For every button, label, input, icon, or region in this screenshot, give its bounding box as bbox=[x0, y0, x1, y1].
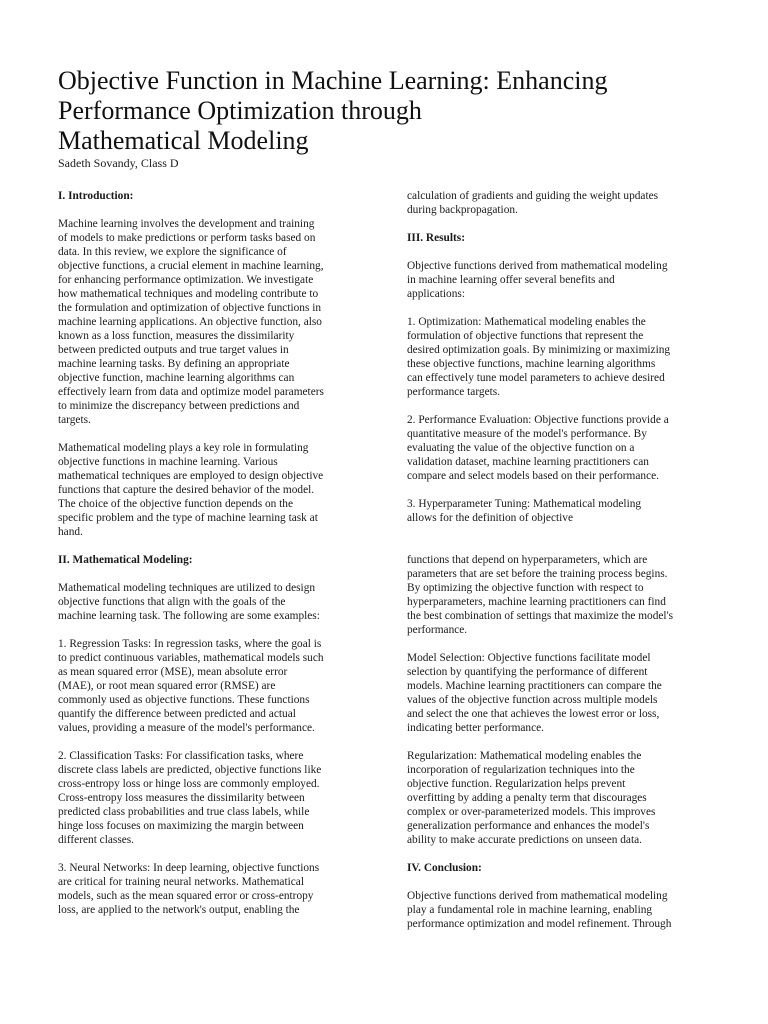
text-line: the best combination of settings that maximize the model's bbox=[407, 610, 674, 622]
text-line: loss, are applied to the network's output, enabling the bbox=[58, 904, 300, 916]
paragraph-continuation bbox=[407, 189, 712, 217]
text-line: different classes. bbox=[58, 834, 135, 846]
text-line: objective functions, a crucial element in machine learning, bbox=[58, 260, 324, 272]
text-line: hand. bbox=[58, 526, 83, 538]
text-line: and select the one that achieves the lowest error or loss, bbox=[407, 708, 660, 720]
text-line: 1. Optimization: Mathematical modeling enables the bbox=[407, 316, 646, 328]
text-line: of models to make predictions or perform tasks based on bbox=[58, 232, 316, 244]
text-line: effectively learn from data and optimize model parameters bbox=[58, 386, 324, 398]
text-line: performance optimization and model refinement. Through bbox=[407, 918, 672, 930]
text-line: these objective functions, machine learning algorithms bbox=[407, 358, 656, 370]
text-line: can effectively tune model parameters to achieve desired bbox=[407, 372, 665, 384]
paragraph-regularization bbox=[407, 749, 712, 847]
right-column bbox=[407, 189, 712, 945]
left-column bbox=[58, 189, 358, 931]
text-line: for enhancing performance optimization. We investigate bbox=[58, 274, 314, 286]
paragraph-neural-networks bbox=[58, 861, 358, 917]
text-line: as mean squared error (MSE), mean absolute error bbox=[58, 666, 288, 678]
text-line: 1. Regression Tasks: In regression tasks, where the goal is bbox=[58, 638, 322, 650]
paragraph-results-intro bbox=[407, 259, 712, 301]
text-line: commonly used as objective functions. These functions bbox=[58, 694, 310, 706]
text-line: discrete class labels are predicted, objective functions like bbox=[58, 764, 322, 776]
text-line: the formulation and optimization of objective functions in bbox=[58, 302, 322, 314]
text-line: cross-entropy loss or hinge loss are commonly employed. bbox=[58, 778, 320, 790]
text-line: complex or over-parameterized models. This improves bbox=[407, 806, 656, 818]
text-line: known as a loss function, measures the dissimilarity bbox=[58, 330, 295, 342]
text-line: machine learning task. The following are some examples: bbox=[58, 610, 320, 622]
text-line: performance targets. bbox=[407, 386, 501, 398]
text-line: Objective functions derived from mathematical modeling bbox=[407, 890, 668, 902]
section-heading-conclusion: IV. Conclusion: bbox=[407, 862, 482, 874]
text-line: compare and select models based on their performance. bbox=[407, 470, 659, 482]
text-line: generalization performance and enhances the model's bbox=[407, 820, 650, 832]
text-line: objective functions in machine learning. Various bbox=[58, 456, 278, 468]
paragraph-conclusion bbox=[407, 889, 712, 931]
text-line: Cross-entropy loss measures the dissimilarity between bbox=[58, 792, 305, 804]
text-line: quantitative measure of the model's performance. By bbox=[407, 428, 647, 440]
text-line: machine learning tasks. By defining an appropriate bbox=[58, 358, 290, 370]
text-line: objective function. Regularization helps prevent bbox=[407, 778, 626, 790]
text-line: machine learning applications. An objective function, also bbox=[58, 316, 322, 328]
paragraph-introduction-2 bbox=[58, 441, 358, 539]
text-line: 3. Hyperparameter Tuning: Mathematical modeling bbox=[407, 498, 642, 510]
text-line: 2. Classification Tasks: For classification tasks, where bbox=[58, 750, 304, 762]
text-line: play a fundamental role in machine learning, enabling bbox=[407, 904, 653, 916]
text-line: objective functions that align with the goals of the bbox=[58, 596, 286, 608]
text-line: mathematical techniques are employed to design objective bbox=[58, 470, 324, 482]
title-line: Mathematical Modeling bbox=[58, 126, 309, 155]
text-line: validation dataset, machine learning practitioners can bbox=[407, 456, 649, 468]
text-line: to minimize the discrepancy between predictions and bbox=[58, 400, 300, 412]
section-heading-mathematical-modeling: II. Mathematical Modeling: bbox=[58, 554, 193, 566]
text-line: Machine learning involves the development and training bbox=[58, 218, 315, 230]
text-line: values of the objective function across multiple models bbox=[407, 694, 658, 706]
text-line: formulation of objective functions that represent the bbox=[407, 330, 644, 342]
text-line: models, such as the mean squared error or cross-entropy bbox=[58, 890, 314, 902]
text-line: how mathematical techniques and modeling contribute to bbox=[58, 288, 319, 300]
text-line: objective function, machine learning algorithms can bbox=[58, 372, 295, 384]
text-line: models. Machine learning practitioners can compare the bbox=[407, 680, 662, 692]
section-heading-results: III. Results: bbox=[407, 232, 465, 244]
paragraph-hyperparameter-tuning bbox=[407, 497, 712, 525]
text-line: desired optimization goals. By minimizing or maximizing bbox=[407, 344, 671, 356]
text-line: during backpropagation. bbox=[407, 204, 518, 216]
text-line: in machine learning offer several benefits and bbox=[407, 274, 615, 286]
text-line: hinge loss focuses on maximizing the margin between bbox=[58, 820, 304, 832]
text-line: allows for the definition of objective bbox=[407, 512, 574, 524]
paragraph-hyperparameter-continued bbox=[407, 553, 712, 637]
text-line: The choice of the objective function depends on the bbox=[58, 498, 293, 510]
text-line: Model Selection: Objective functions facilitate model bbox=[407, 652, 651, 664]
text-line: predicted class probabilities and true class labels, while bbox=[58, 806, 310, 818]
text-line: data. In this review, we explore the significance of bbox=[58, 246, 287, 258]
text-line: indicating better performance. bbox=[407, 722, 545, 734]
paragraph-classification-tasks bbox=[58, 749, 358, 847]
text-line: between predicted outputs and true target values in bbox=[58, 344, 289, 356]
text-line: quantify the difference between predicted and actual bbox=[58, 708, 296, 720]
text-line: functions that depend on hyperparameters, which are bbox=[407, 554, 648, 566]
text-line: functions that capture the desired behavior of the model. bbox=[58, 484, 315, 496]
text-line: incorporation of regularization techniques into the bbox=[407, 764, 635, 776]
title-line: Objective Function in Machine Learning: Enhancing bbox=[58, 66, 608, 95]
text-line: (MAE), or root mean squared error (RMSE) are bbox=[58, 680, 276, 692]
text-line: Mathematical modeling plays a key role in formulating bbox=[58, 442, 309, 454]
text-line: Regularization: Mathematical modeling enables the bbox=[407, 750, 642, 762]
text-line: to predict continuous variables, mathematical models such bbox=[58, 652, 324, 664]
paragraph-regression-tasks bbox=[58, 637, 358, 735]
text-line: calculation of gradients and guiding the weight updates bbox=[407, 190, 659, 202]
text-line: targets. bbox=[58, 414, 91, 426]
text-line: 2. Performance Evaluation: Objective functions provide a bbox=[407, 414, 669, 426]
paper-title bbox=[58, 66, 738, 156]
text-line: hyperparameters, machine learning practitioners can find bbox=[407, 596, 666, 608]
text-line: evaluating the value of the objective function on a bbox=[407, 442, 635, 454]
text-line: Mathematical modeling techniques are utilized to design bbox=[58, 582, 316, 594]
text-line: performance. bbox=[407, 624, 468, 636]
text-line: overfitting by adding a penalty term that discourages bbox=[407, 792, 647, 804]
text-line: selection by quantifying the performance of different bbox=[407, 666, 648, 678]
paragraph-optimization bbox=[407, 315, 712, 399]
text-line: are critical for training neural networks. Mathematical bbox=[58, 876, 304, 888]
text-line: ability to make accurate predictions on unseen data. bbox=[407, 834, 642, 846]
text-line: By optimizing the objective function with respect to bbox=[407, 582, 644, 594]
title-line: Performance Optimization through bbox=[58, 96, 422, 125]
paragraph-performance-evaluation bbox=[407, 413, 712, 483]
paragraph-introduction-1 bbox=[58, 217, 358, 427]
text-line: parameters that are set before the training process begins. bbox=[407, 568, 668, 580]
text-line: 3. Neural Networks: In deep learning, objective functions bbox=[58, 862, 320, 874]
paragraph-modeling-1 bbox=[58, 581, 358, 623]
text-line: values, providing a measure of the model's performance. bbox=[58, 722, 315, 734]
author-line: Sadeth Sovandy, Class D bbox=[58, 156, 179, 170]
paragraph-model-selection bbox=[407, 651, 712, 735]
text-line: Objective functions derived from mathematical modeling bbox=[407, 260, 668, 272]
text-line: applications: bbox=[407, 288, 465, 300]
text-line: specific problem and the type of machine learning task at bbox=[58, 512, 318, 524]
section-heading-introduction: I. Introduction: bbox=[58, 190, 134, 202]
